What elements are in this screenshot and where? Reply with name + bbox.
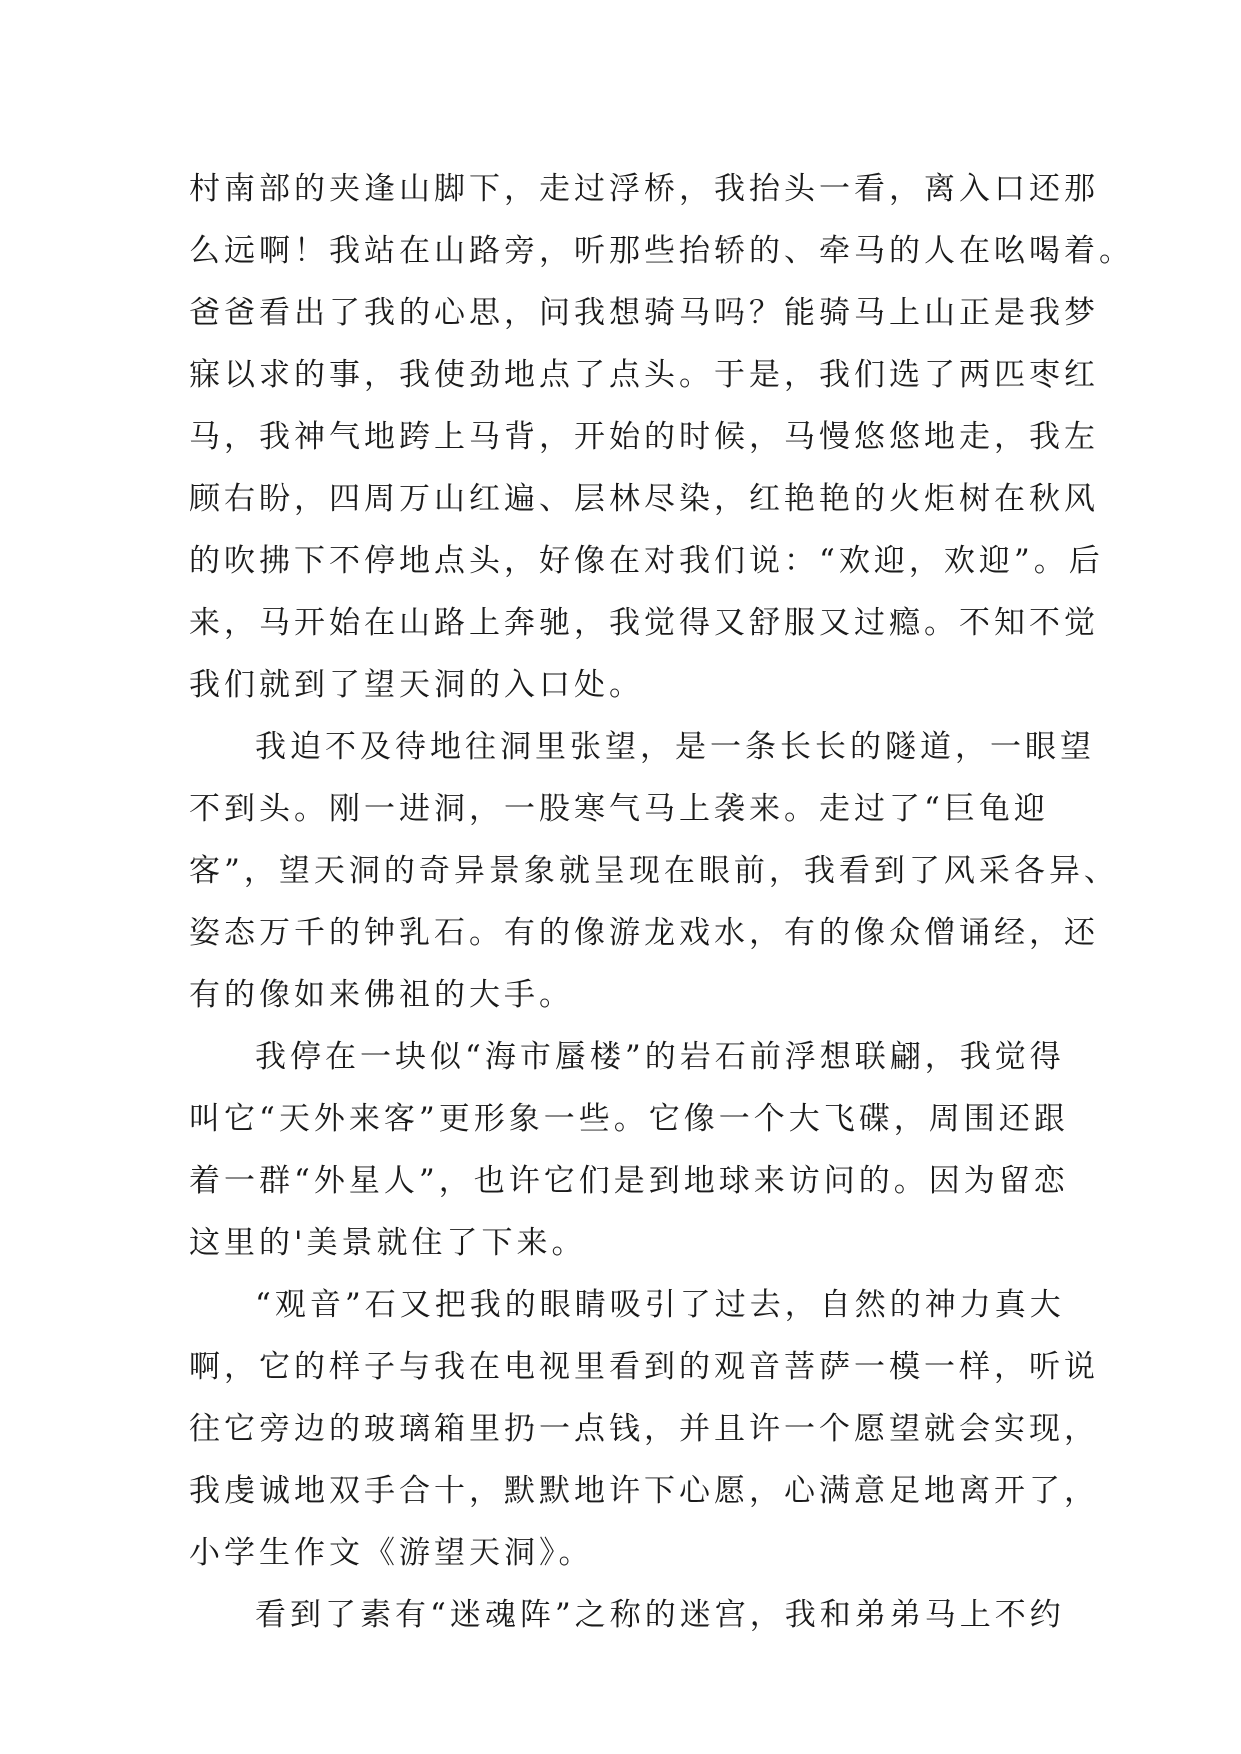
text-line: 村南部的夹逢山脚下，走过浮桥，我抬头一看，离入口还那 bbox=[189, 171, 1099, 207]
text-line: 不到头。刚一进洞，一股寒气马上袭来。走过了“巨龟迎 bbox=[189, 791, 1049, 827]
text-line: 小学生作文《游望天洞》。 bbox=[189, 1535, 594, 1571]
text-line: 有的像如来佛祖的大手。 bbox=[189, 977, 574, 1013]
text-line: 我们就到了望天洞的入口处。 bbox=[189, 667, 644, 703]
text-line: 我虔诚地双手合十，默默地许下心愿，心满意足地离开了， bbox=[189, 1473, 1099, 1509]
text-line: 的吹拂下不停地点头，好像在对我们说：“欢迎，欢迎”。后 bbox=[189, 543, 1104, 579]
text-line: 往它旁边的玻璃箱里扔一点钱，并且许一个愿望就会实现， bbox=[189, 1411, 1099, 1447]
text-line: 顾右盼，四周万山红遍、层林尽染，红艳艳的火炬树在秋风 bbox=[189, 481, 1099, 517]
text-line: 么远啊！我站在山路旁，听那些抬轿的、牵马的人在吆喝着。 bbox=[189, 233, 1134, 269]
text-line: 姿态万千的钟乳石。有的像游龙戏水，有的像众僧诵经，还 bbox=[189, 915, 1099, 951]
essay-body bbox=[189, 158, 1134, 1646]
text-line: 爸爸看出了我的心思，问我想骑马吗？能骑马上山正是我梦 bbox=[189, 295, 1099, 331]
text-line: 叫它“天外来客”更形象一些。它像一个大飞碟，周围还跟 bbox=[189, 1101, 1069, 1137]
text-line: 我停在一块似“海市蜃楼”的岩石前浮想联翩，我觉得 bbox=[255, 1039, 1065, 1075]
text-line: 啊，它的样子与我在电视里看到的观音菩萨一模一样，听说 bbox=[189, 1349, 1099, 1385]
text-line: “观音”石又把我的眼睛吸引了过去，自然的神力真大 bbox=[255, 1287, 1065, 1323]
text-line: 马，我神气地跨上马背，开始的时候，马慢悠悠地走，我左 bbox=[189, 419, 1099, 455]
text-line: 这里的'美景就住了下来。 bbox=[189, 1225, 587, 1261]
text-line: 客”，望天洞的奇异景象就呈现在眼前，我看到了风采各异、 bbox=[189, 853, 1119, 889]
text-line: 看到了素有“迷魂阵”之称的迷宫，我和弟弟马上不约 bbox=[255, 1597, 1065, 1633]
text-line: 来，马开始在山路上奔驰，我觉得又舒服又过瘾。不知不觉 bbox=[189, 605, 1099, 641]
text-line: 着一群“外星人”，也许它们是到地球来访问的。因为留恋 bbox=[189, 1163, 1069, 1199]
text-line: 寐以求的事，我使劲地点了点头。于是，我们选了两匹枣红 bbox=[189, 357, 1099, 393]
text-line: 我迫不及待地往洞里张望，是一条长长的隧道，一眼望 bbox=[255, 729, 1095, 765]
